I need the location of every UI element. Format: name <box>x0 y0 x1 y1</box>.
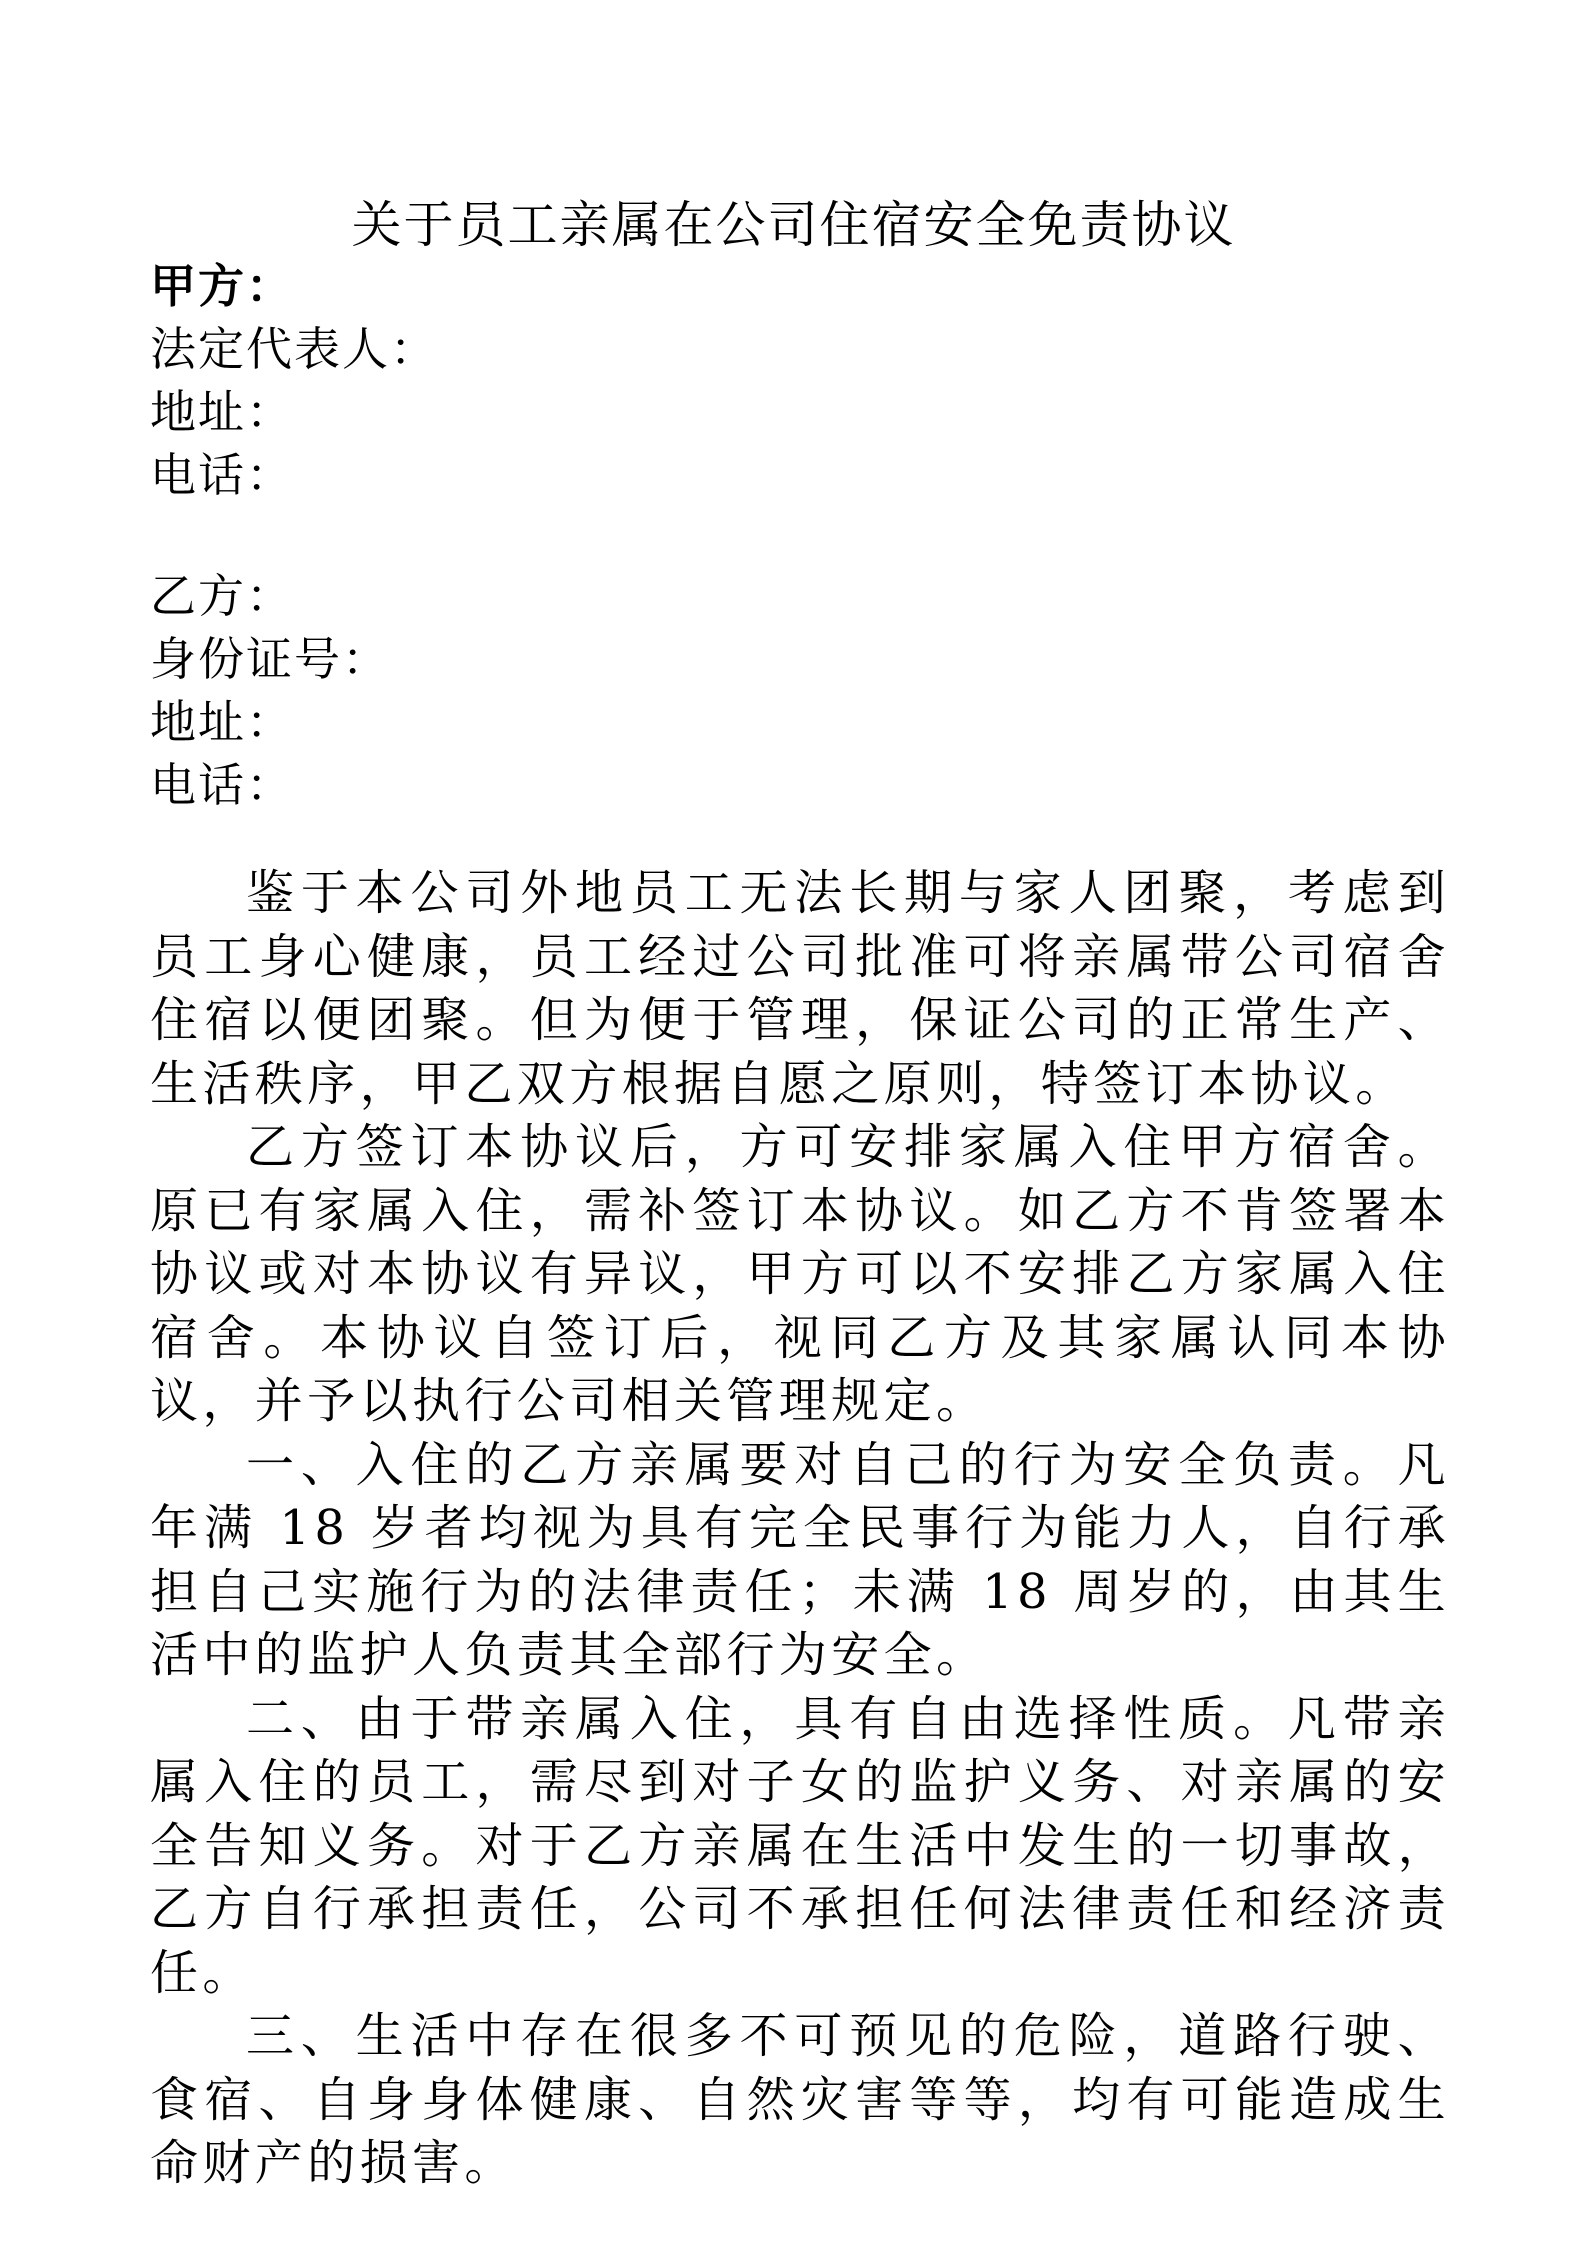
party-b-phone-label: 电话： <box>150 758 294 812</box>
party-b-address-label: 地址： <box>150 695 294 749</box>
party-a-address-label: 地址： <box>150 385 294 439</box>
paragraph-clause-2: 二、由于带亲属入住，具有自由选择性质。凡带亲属入住的员工，需尽到对子女的监护义务、对亲属的安全告知义务。对于乙方亲属在生活中发生的一切事故，乙方自行承担责任，公司不承担任何法律责任和经济责任。 <box>150 1690 1450 2001</box>
party-a-phone-label: 电话： <box>150 448 294 502</box>
party-a-label: 甲方： <box>150 259 294 313</box>
party-a-representative-label: 法定代表人： <box>150 322 438 376</box>
party-b-label: 乙方： <box>150 569 294 623</box>
paragraph-clause-3: 三、生活中存在很多不可预见的危险，道路行驶、食宿、自身身体健康、自然灾害等等，均有可能造成生命财产的损害。 <box>150 2008 1450 2191</box>
document-title: 关于员工亲属在公司住宿安全免责协议 <box>351 196 1236 254</box>
paragraph-signing: 乙方签订本协议后，方可安排家属入住甲方宿舍。原已有家属入住，需补签订本协议。如乙方不肯签署本协议或对本协议有异议，甲方可以不安排乙方家属入住宿舍。本协议自签订后，视同乙方及其家属认同本协议，并予以执行公司相关管理规定。 <box>150 1119 1450 1429</box>
paragraph-preamble: 鉴于本公司外地员工无法长期与家人团聚，考虑到员工身心健康，员工经过公司批准可将亲属带公司宿舍住宿以便团聚。但为便于管理，保证公司的正常生产、生活秩序，甲乙双方根据自愿之原则，特签订本协议。 <box>150 865 1450 1112</box>
agreement-body <box>150 862 1450 2196</box>
paragraph-clause-1: 一、入住的乙方亲属要对自己的行为安全负责。凡年满 18 岁者均视为具有完全民事行为能力人，自行承担自己实施行为的法律责任；未满 18 周岁的，由其生活中的监护人负责其全部行为安全。 <box>150 1436 1450 1683</box>
party-b-id-number-label: 身份证号： <box>150 632 390 686</box>
